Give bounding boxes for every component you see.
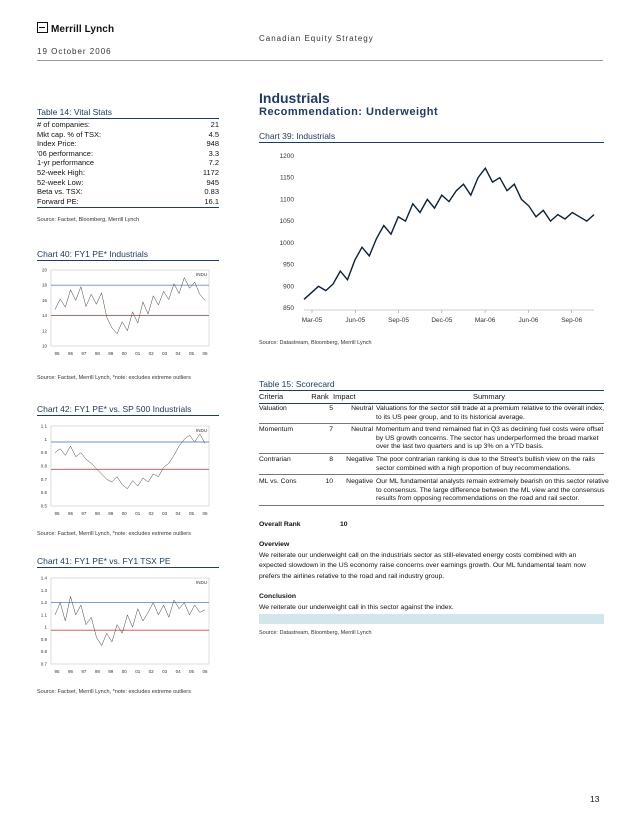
scorecard-summary-line: Our ML fundamental analysts remain extremely bearish on this sector relative [376, 478, 609, 485]
x-tick-label: 97 [81, 351, 87, 356]
scorecard-criteria: Contrarian [259, 456, 291, 463]
x-tick-label: 01 [135, 351, 141, 356]
header-divider [37, 60, 603, 61]
x-tick-label: 00 [121, 511, 127, 516]
vital-stats-title: Table 14: Vital Stats [37, 107, 219, 119]
report-date: 19 October 2006 [37, 47, 112, 56]
brand-logo [37, 22, 114, 35]
y-tick-label: 1100 [280, 196, 294, 204]
x-tick-label: 05 [189, 351, 195, 356]
conclusion-title: Conclusion [259, 593, 297, 600]
y-tick-label: 1 [44, 436, 47, 442]
x-tick-label: 98 [94, 511, 100, 516]
pe-line [55, 596, 205, 645]
industrials-line [304, 168, 594, 299]
x-tick-label: 03 [162, 669, 168, 674]
x-tick-label: 02 [148, 669, 154, 674]
scorecard-row-rule [259, 453, 604, 454]
stat-value: 948 [206, 139, 219, 149]
stat-value: 21 [210, 120, 219, 129]
overview-line: We reiterate our underweight call on the industrials sector as still-elevated energy costs combined with an [259, 552, 577, 559]
x-tick-label: 05 [189, 669, 195, 674]
x-tick-label: 96 [67, 351, 73, 356]
stat-row [37, 158, 219, 167]
y-tick-label: 0.9 [40, 450, 47, 456]
x-tick-label: 04 [175, 669, 181, 674]
scorecard-rank: 5 [329, 405, 333, 412]
stat-value: 1172 [202, 168, 219, 177]
x-tick-label: 95 [54, 669, 60, 674]
scorecard-header: Summary [472, 392, 506, 401]
chart-39-title: Chart 39: Industrials [259, 131, 604, 143]
x-tick-label: 06 [202, 351, 208, 356]
y-tick-label: 20 [41, 267, 47, 273]
scorecard-header: Criteria [259, 392, 284, 401]
y-tick-label: 0.6 [40, 490, 47, 496]
scorecard-summary-line: to consensus. The large difference between the ML view and the consensus [376, 486, 605, 494]
y-tick-label: 850 [283, 305, 294, 312]
x-tick-label: 95 [54, 351, 60, 356]
unit-label: INDU [196, 272, 207, 277]
overview-line: prefers the airlines relative to the road and rail industry group. [259, 572, 445, 580]
chart-42-pe-vs-sp500 [37, 418, 219, 526]
plot-frame [51, 270, 209, 346]
stat-row [37, 178, 219, 187]
x-tick-label: Dec-05 [431, 317, 453, 324]
scorecard-summary-line: to its US peer group, and to its historical average. [376, 413, 525, 421]
y-tick-label: 18 [41, 282, 47, 288]
x-tick-label: 01 [135, 669, 141, 674]
x-tick-label: Sep-05 [388, 317, 410, 324]
stat-value: 0.83 [204, 187, 219, 197]
scorecard-rank: 8 [329, 456, 333, 463]
scorecard-header: Impact [333, 392, 356, 401]
chart-40-fy1-pe [37, 262, 219, 366]
stat-label: 1-yr performance [37, 158, 95, 168]
chart-39-industrials [259, 148, 604, 333]
y-tick-label: 0.5 [40, 503, 47, 509]
stat-label: Mkt cap. % of TSX: [37, 129, 102, 139]
stat-value: 3.3 [208, 148, 219, 158]
x-tick-label: 04 [175, 351, 181, 356]
stat-row [37, 187, 219, 196]
y-tick-label: 1.1 [40, 423, 47, 429]
scorecard-summary-line: by US growth concerns. The sector has underperformed the broad market [376, 434, 599, 442]
x-tick-label: 99 [108, 351, 114, 356]
unit-label: INDU [196, 428, 207, 433]
x-tick-label: Mar-05 [301, 317, 323, 324]
chart-41-pe-vs-tsx [37, 570, 219, 684]
scorecard-summary-line: Valuations for the sector still trade at a premium relative to the overall index, [376, 405, 605, 412]
stat-label: Index Price: [37, 139, 77, 149]
conclusion-text: We reiterate our underweight call in this sector against the index. [259, 604, 454, 611]
x-tick-label: 98 [94, 351, 100, 356]
x-tick-label: 99 [108, 511, 114, 516]
overview-title: Overview [259, 541, 290, 548]
stat-row [37, 168, 219, 177]
stat-value: 7.2 [208, 158, 219, 168]
chart-40-source: Source: Factset, Merrill Lynch, *note: excludes extreme outliers [37, 375, 191, 381]
scorecard-title: Table 15: Scorecard [259, 379, 604, 391]
section-title: Industrials [259, 90, 330, 106]
y-tick-label: 0.8 [40, 649, 47, 655]
chart-41-source: Source: Factset, Merrill Lynch, *note: excludes extreme outliers [37, 689, 191, 695]
y-tick-label: 14 [41, 313, 47, 319]
y-tick-label: 1 [44, 624, 47, 630]
x-tick-label: Mar-06 [474, 317, 496, 324]
chart-39-source: Source: Datastream, Bloomberg, Merrill Lynch [259, 340, 372, 346]
y-tick-label: 1.2 [40, 600, 47, 606]
scorecard-impact: Negative [346, 478, 373, 485]
vital-stats-rule [37, 207, 219, 208]
y-tick-label: 16 [41, 297, 47, 303]
scorecard-source: Source: Datastream, Bloomberg, Merrill Lynch [259, 630, 372, 636]
scorecard-header: Rank [311, 392, 329, 401]
x-tick-label: 97 [81, 511, 87, 516]
scorecard-impact: Neutral [351, 405, 373, 412]
scorecard-summary-line: results from opposing recommendations on the road and rail sector. [376, 495, 580, 503]
scorecard-summary-line: over the last two quarters and is up 3% on a YTD basis. [376, 443, 544, 451]
scorecard-criteria: Valuation [259, 405, 287, 412]
x-tick-label: 02 [148, 351, 154, 356]
scorecard-row-rule [259, 505, 604, 506]
x-tick-label: 00 [121, 669, 127, 674]
chart-42-source: Source: Factset, Merrill Lynch, *note: excludes extreme outliers [37, 531, 191, 537]
y-tick-label: 0.7 [40, 476, 47, 482]
stat-row [37, 139, 219, 148]
conclusion-band [259, 614, 604, 624]
x-tick-label: 03 [162, 351, 168, 356]
scorecard-impact: Negative [346, 456, 373, 463]
chart-40-title: Chart 40: FY1 PE* Industrials [37, 249, 219, 261]
stat-row [37, 149, 219, 158]
x-tick-label: 00 [121, 351, 127, 356]
scorecard-summary-line: Momentum and trend remained flat in Q3 as declining fuel costs were offset [376, 426, 604, 433]
y-tick-label: 950 [283, 261, 294, 269]
plot-frame [51, 426, 209, 506]
chart-41-title: Chart 41: FY1 PE* vs. FY1 TSX PE [37, 556, 219, 568]
y-tick-label: 1.1 [40, 612, 47, 618]
y-tick-label: 1200 [279, 153, 294, 160]
y-tick-label: 1.4 [40, 575, 47, 581]
x-tick-label: 06 [202, 511, 208, 516]
vital-stats-source: Source: Factset, Bloomberg, Merrill Lynch [37, 217, 140, 223]
scorecard-criteria: ML vs. Cons [259, 478, 297, 485]
overview-line: expected slowdown in the US economy raise concerns over earnings growth. Our ML fundamental team now [259, 562, 586, 570]
overall-rank-label: Overall Rank [259, 521, 301, 528]
scorecard-rank: 10 [325, 478, 333, 485]
stat-label: # of companies: [37, 120, 90, 129]
stat-row [37, 130, 219, 139]
x-tick-label: 06 [202, 669, 208, 674]
y-tick-label: 900 [283, 283, 294, 291]
y-tick-label: 0.8 [40, 463, 47, 469]
x-tick-label: 96 [67, 669, 73, 674]
y-tick-label: 1050 [279, 218, 294, 226]
x-tick-label: 96 [67, 511, 73, 516]
x-tick-label: 98 [94, 669, 100, 674]
bull-icon [37, 22, 48, 33]
scorecard-criteria: Momentum [259, 426, 293, 433]
y-tick-label: 12 [41, 328, 47, 334]
x-tick-label: 97 [81, 669, 87, 674]
x-tick-label: Sep-06 [561, 317, 583, 324]
stat-label: 52-week Low: [37, 177, 84, 187]
stat-row [37, 197, 219, 206]
stat-label: Forward PE: [37, 196, 79, 206]
y-tick-label: 1000 [279, 239, 294, 247]
scorecard-impact: Neutral [351, 426, 373, 433]
scorecard-row-rule [259, 474, 604, 475]
page-number: 13 [590, 794, 600, 804]
stat-row [37, 120, 219, 129]
scorecard-summary-line: sector combined with a high proportion of buy recommendations. [376, 464, 571, 472]
stat-label: Beta vs. TSX: [37, 187, 83, 197]
x-tick-label: 02 [148, 511, 154, 516]
stat-value: 945 [206, 177, 219, 187]
stat-label: '06 performance: [37, 148, 94, 158]
stat-label: 52-week High: [37, 168, 85, 177]
y-tick-label: 0.7 [40, 661, 47, 667]
y-tick-label: 1.3 [40, 587, 47, 593]
unit-label: INDU [196, 580, 207, 585]
x-tick-label: 95 [54, 511, 60, 516]
y-tick-label: 1150 [280, 174, 294, 182]
scorecard-rank: 7 [329, 426, 333, 433]
pe-line [55, 278, 205, 334]
x-tick-label: 01 [135, 511, 141, 516]
y-tick-label: 0.9 [40, 636, 47, 642]
x-tick-label: Jun-06 [518, 317, 539, 324]
report-name: Canadian Equity Strategy [259, 34, 374, 43]
stat-value: 16.1 [204, 196, 219, 206]
section-recommendation: Recommendation: Underweight [259, 106, 439, 118]
brand-name: Merrill Lynch [51, 24, 115, 35]
x-tick-label: 05 [189, 511, 195, 516]
scorecard-row-rule [259, 423, 604, 424]
x-tick-label: 04 [175, 511, 181, 516]
x-tick-label: 99 [108, 669, 114, 674]
overall-rank-value: 10 [340, 521, 348, 528]
x-tick-label: Jun-05 [345, 317, 366, 324]
stat-value: 4.5 [208, 129, 219, 139]
scorecard-summary-line: The poor contrarian ranking is due to the Street's bullish view on the rails [376, 456, 595, 463]
y-tick-label: 10 [41, 343, 47, 349]
scorecard-header-rule [259, 403, 604, 404]
x-tick-label: 03 [162, 511, 168, 516]
chart-42-title: Chart 42: FY1 PE* vs. SP 500 Industrials [37, 404, 219, 416]
